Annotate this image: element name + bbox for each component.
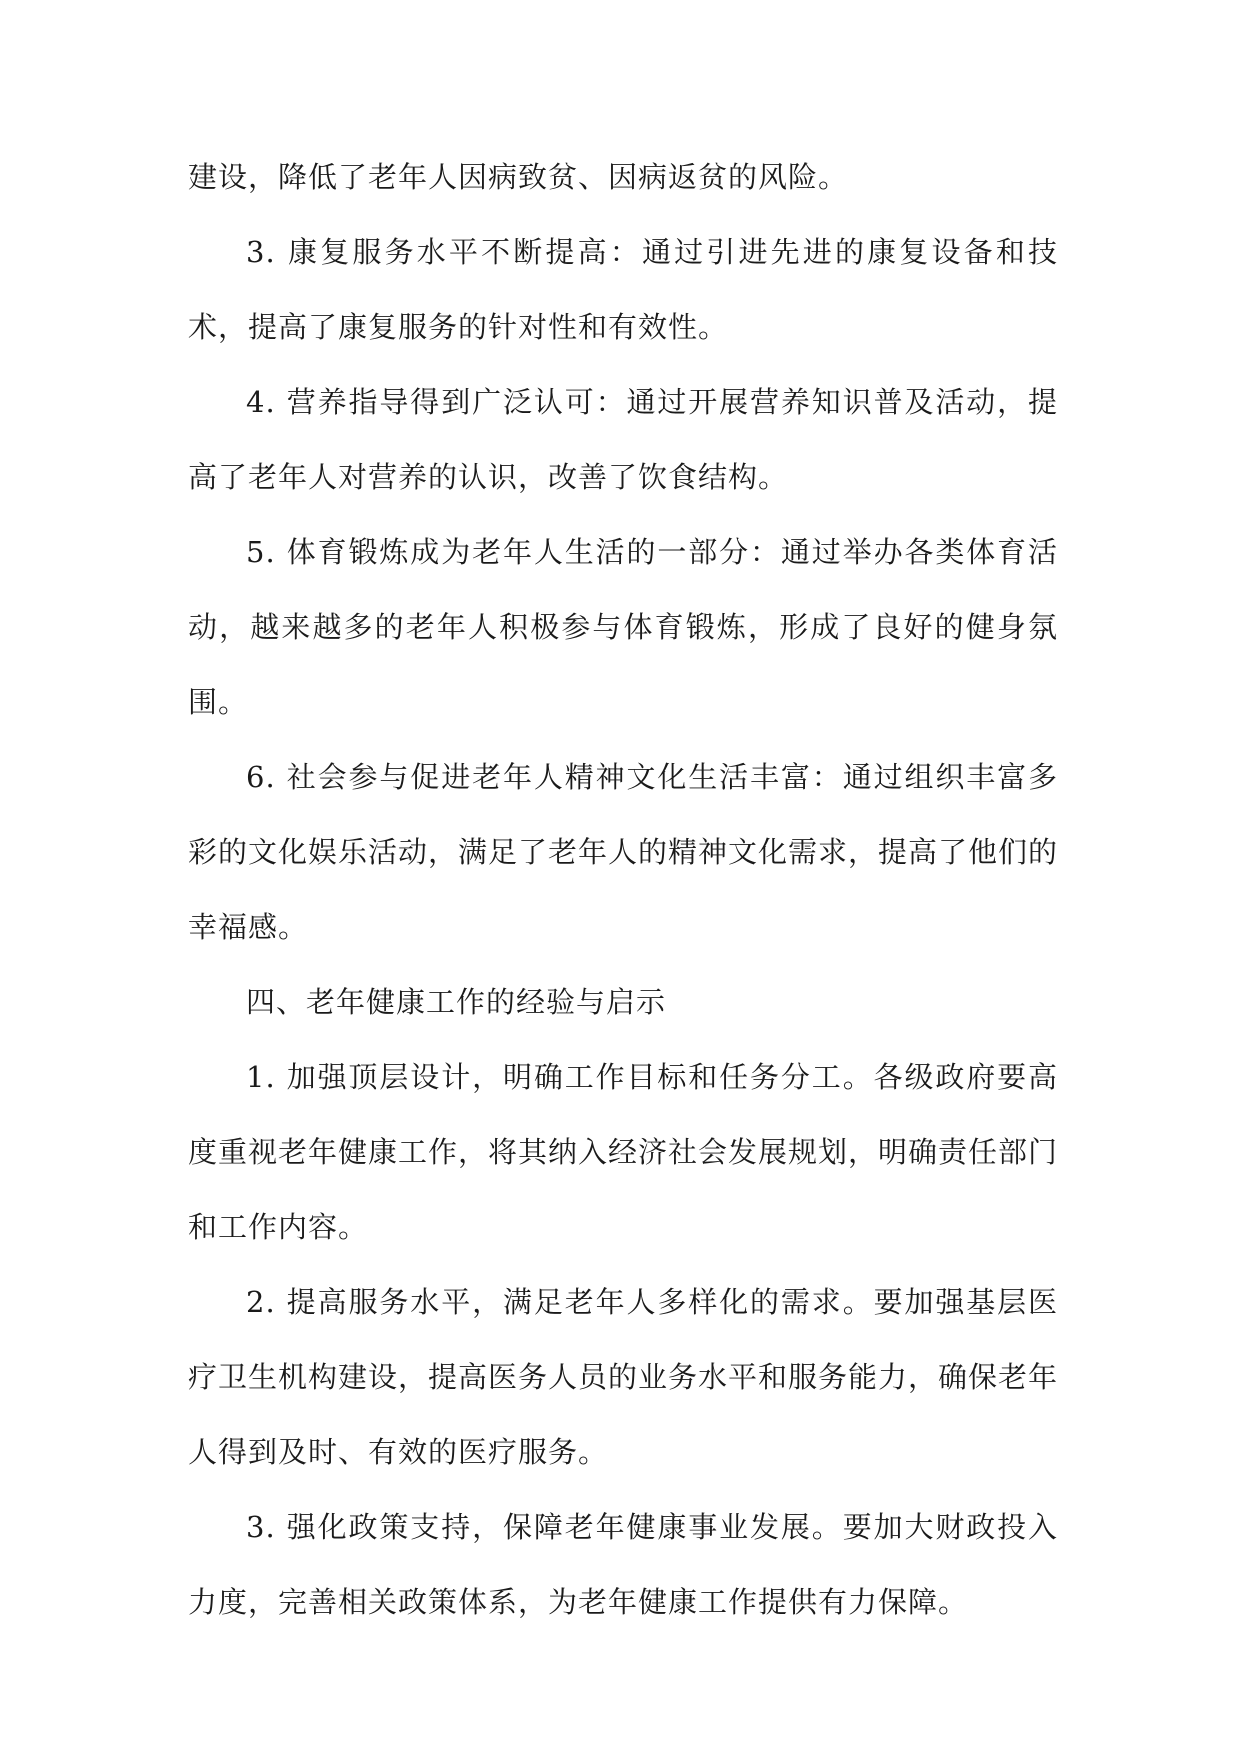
section-heading: 四、老年健康工作的经验与启示: [246, 985, 667, 1019]
list-item-policy-support: 3. 强化政策支持，保障老年健康事业发展。要加大财政投入力度，完善相关政策体系，为老年健康工作提供有力保障。: [188, 1510, 1058, 1619]
list-item-top-level-design: 1. 加强顶层设计，明确工作目标和任务分工。各级政府要高度重视老年健康工作，将其纳入经济社会发展规划，明确责任部门和工作内容。: [188, 1060, 1059, 1244]
list-item-rehab-service: 3. 康复服务水平不断提高：通过引进先进的康复设备和技术，提高了康复服务的针对性和有效性。: [188, 235, 1058, 344]
list-item-physical-exercise: 5. 体育锻炼成为老年人生活的一部分：通过举办各类体育活动，越来越多的老年人积极参与体育锻炼，形成了良好的健身氛围。: [188, 535, 1058, 719]
paragraph-continuation: 建设，降低了老年人因病致贫、因病返贫的风险。: [188, 160, 849, 194]
list-item-service-level: 2. 提高服务水平，满足老年人多样化的需求。要加强基层医疗卫生机构建设，提高医务人员的业务水平和服务能力，确保老年人得到及时、有效的医疗服务。: [188, 1285, 1059, 1469]
list-item-social-participation: 6. 社会参与促进老年人精神文化生活丰富：通过组织丰富多彩的文化娱乐活动，满足了老年人的精神文化需求，提高了他们的幸福感。: [188, 760, 1059, 944]
list-item-nutrition-guidance: 4. 营养指导得到广泛认可：通过开展营养知识普及活动，提高了老年人对营养的认识，改善了饮食结构。: [188, 385, 1058, 494]
document-body: [188, 140, 1058, 1640]
